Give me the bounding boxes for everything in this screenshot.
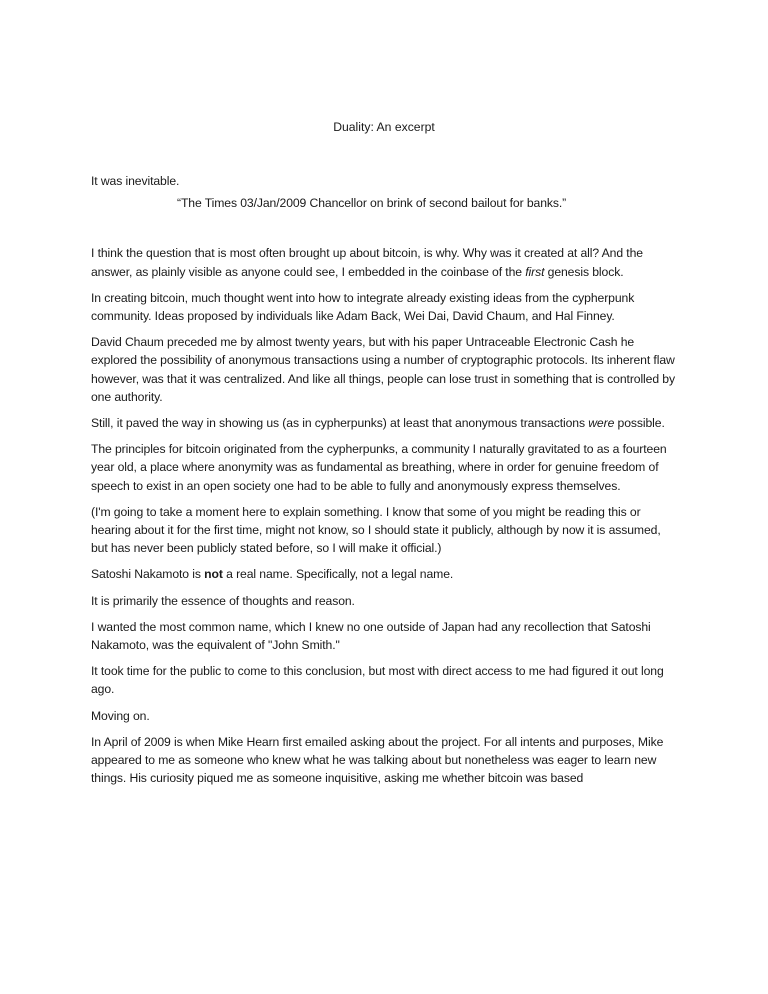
paragraph-5: The principles for bitcoin originated from the cypherpunks, a community I naturally gravitated to as a fourteen year old, a place where anonymity was as fundamental as breathing, where in order for genuine freedom of speech to exist in an open society one had to be able to fully and anonymously express themselves. xyxy=(91,442,667,493)
opening-line: It was inevitable. xyxy=(91,174,180,188)
paragraph-3: David Chaum preceded me by almost twenty years, but with his paper Untraceable Electronic Cash he explored the possibility of anonymous transactions using a number of cryptographic protocols. Its inherent flaw however, was that it was centralized. And like all things, people can lose trust in something that is controlled by one authority. xyxy=(91,335,675,404)
paragraph-8: It is primarily the essence of thoughts and reason. xyxy=(91,593,355,608)
paragraph-9: I wanted the most common name, which I knew no one outside of Japan had any recollection that Satoshi Nakamoto, was the equivalent of "John Smith." xyxy=(91,619,651,653)
paragraph-10: It took time for the public to come to this conclusion, but most with direct access to me had figured it out long ago. xyxy=(91,664,664,697)
paragraph-6: (I'm going to take a moment here to explain something. I know that some of you might be reading this or hearing about it for the first time, might not know, so I should state it publicly, although by now it is assumed, but has never been publicly stated before, so I will make it official.) xyxy=(91,504,661,556)
paragraph-12: In April of 2009 is when Mike Hearn first emailed asking about the project. For all intents and purposes, Mike appeared to me as someone who knew what he was talking about but nonetheless was eager to learn new things. His curiosity piqued me as someone inquisitive, asking me whether bitcoin was based xyxy=(91,734,664,786)
spacer xyxy=(91,220,678,244)
document-title: Duality: An excerpt xyxy=(333,120,435,134)
paragraph-4: Still, it paved the way in showing us (as in cypherpunks) at least that anonymous transactions were possible. xyxy=(91,416,665,431)
paragraph-7: Satoshi Nakamoto is not a real name. Specifically, not a legal name. xyxy=(91,567,454,582)
paragraph-11: Moving on. xyxy=(91,708,150,723)
document-body xyxy=(91,172,678,795)
paragraph-2: In creating bitcoin, much thought went into how to integrate already existing ideas from the cypherpunk community. Ideas proposed by individuals like Adam Back, Wei Dai, David Chaum, and Hal Finney. xyxy=(91,290,635,324)
emphasis-first: first xyxy=(525,264,545,279)
block-quote: “The Times 03/Jan/2009 Chancellor on brink of second bailout for banks.” xyxy=(177,196,567,211)
strong-not: not xyxy=(204,567,223,582)
paragraph-1: I think the question that is most often brought up about bitcoin, is why. Why was it created at all? And the answer, as plainly visible as anyone could see, I embedded in the coinbase of the first genesis block. xyxy=(91,246,643,279)
emphasis-were: were xyxy=(588,416,615,431)
